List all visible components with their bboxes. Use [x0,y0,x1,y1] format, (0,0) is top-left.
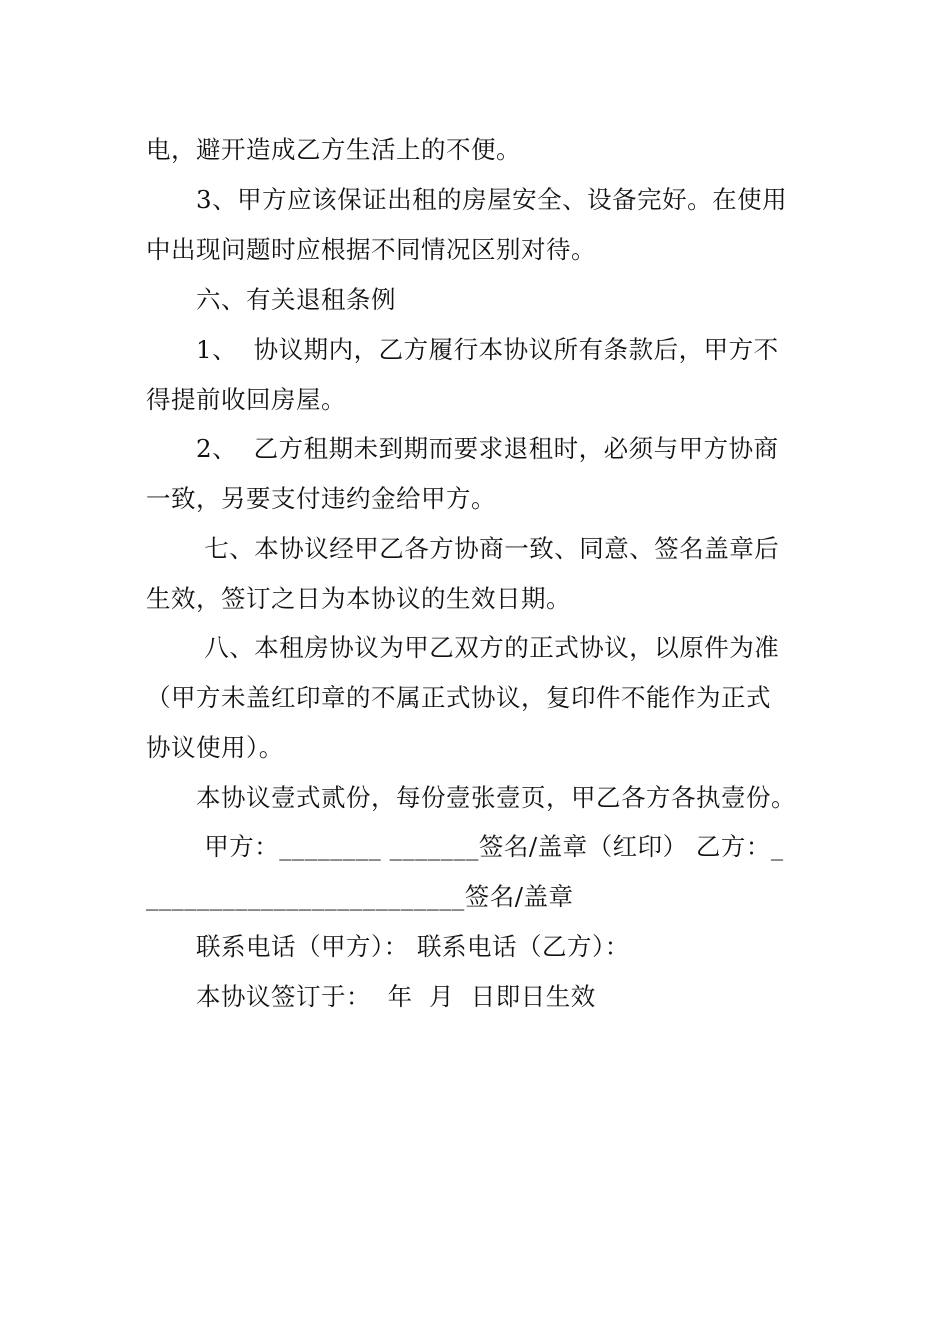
text-line: 协议使用）。 [146,733,284,762]
text-line: （甲方未盖红印章的不属正式协议，复印件不能作为正式 [146,683,771,712]
text-line: 七、本协议经甲乙各方协商一致、同意、签名盖章后 [196,534,780,563]
text-line: 3、甲方应该保证出租的房屋安全、设备完好。在使用 [196,185,788,214]
text-line: 1、 协议期内，乙方履行本协议所有条款后，甲方不 [196,335,779,364]
signature-line: _________________________签名/盖章 [146,882,574,911]
text-line: 得提前收回房屋。 [146,385,346,414]
text-line: 本协议壹式贰份，每份壹张壹页，甲乙各方各执壹份。 [196,783,796,812]
section-heading: 六、有关退租条例 [196,285,396,314]
contact-phone-line: 联系电话（甲方）： 联系电话（乙方）： [196,932,630,961]
text-line: 2、 乙方租期未到期而要求退租时，必须与甲方协商 [196,434,779,463]
text-line: 中出现问题时应根据不同情况区别对待。 [146,235,596,264]
signing-date-line: 本协议签订于： 年 月 日即日生效 [196,982,596,1011]
signature-line: 甲方：________ _______签名/盖章（红印） 乙方：_ [196,832,784,861]
text-line: 八、本租房协议为甲乙双方的正式协议，以原件为准 [196,633,780,662]
text-line: 电，避开造成乙方生活上的不便。 [146,135,521,164]
text-line: 一致，另要支付违约金给甲方。 [146,484,496,513]
text-line: 生效，签订之日为本协议的生效日期。 [146,584,571,613]
